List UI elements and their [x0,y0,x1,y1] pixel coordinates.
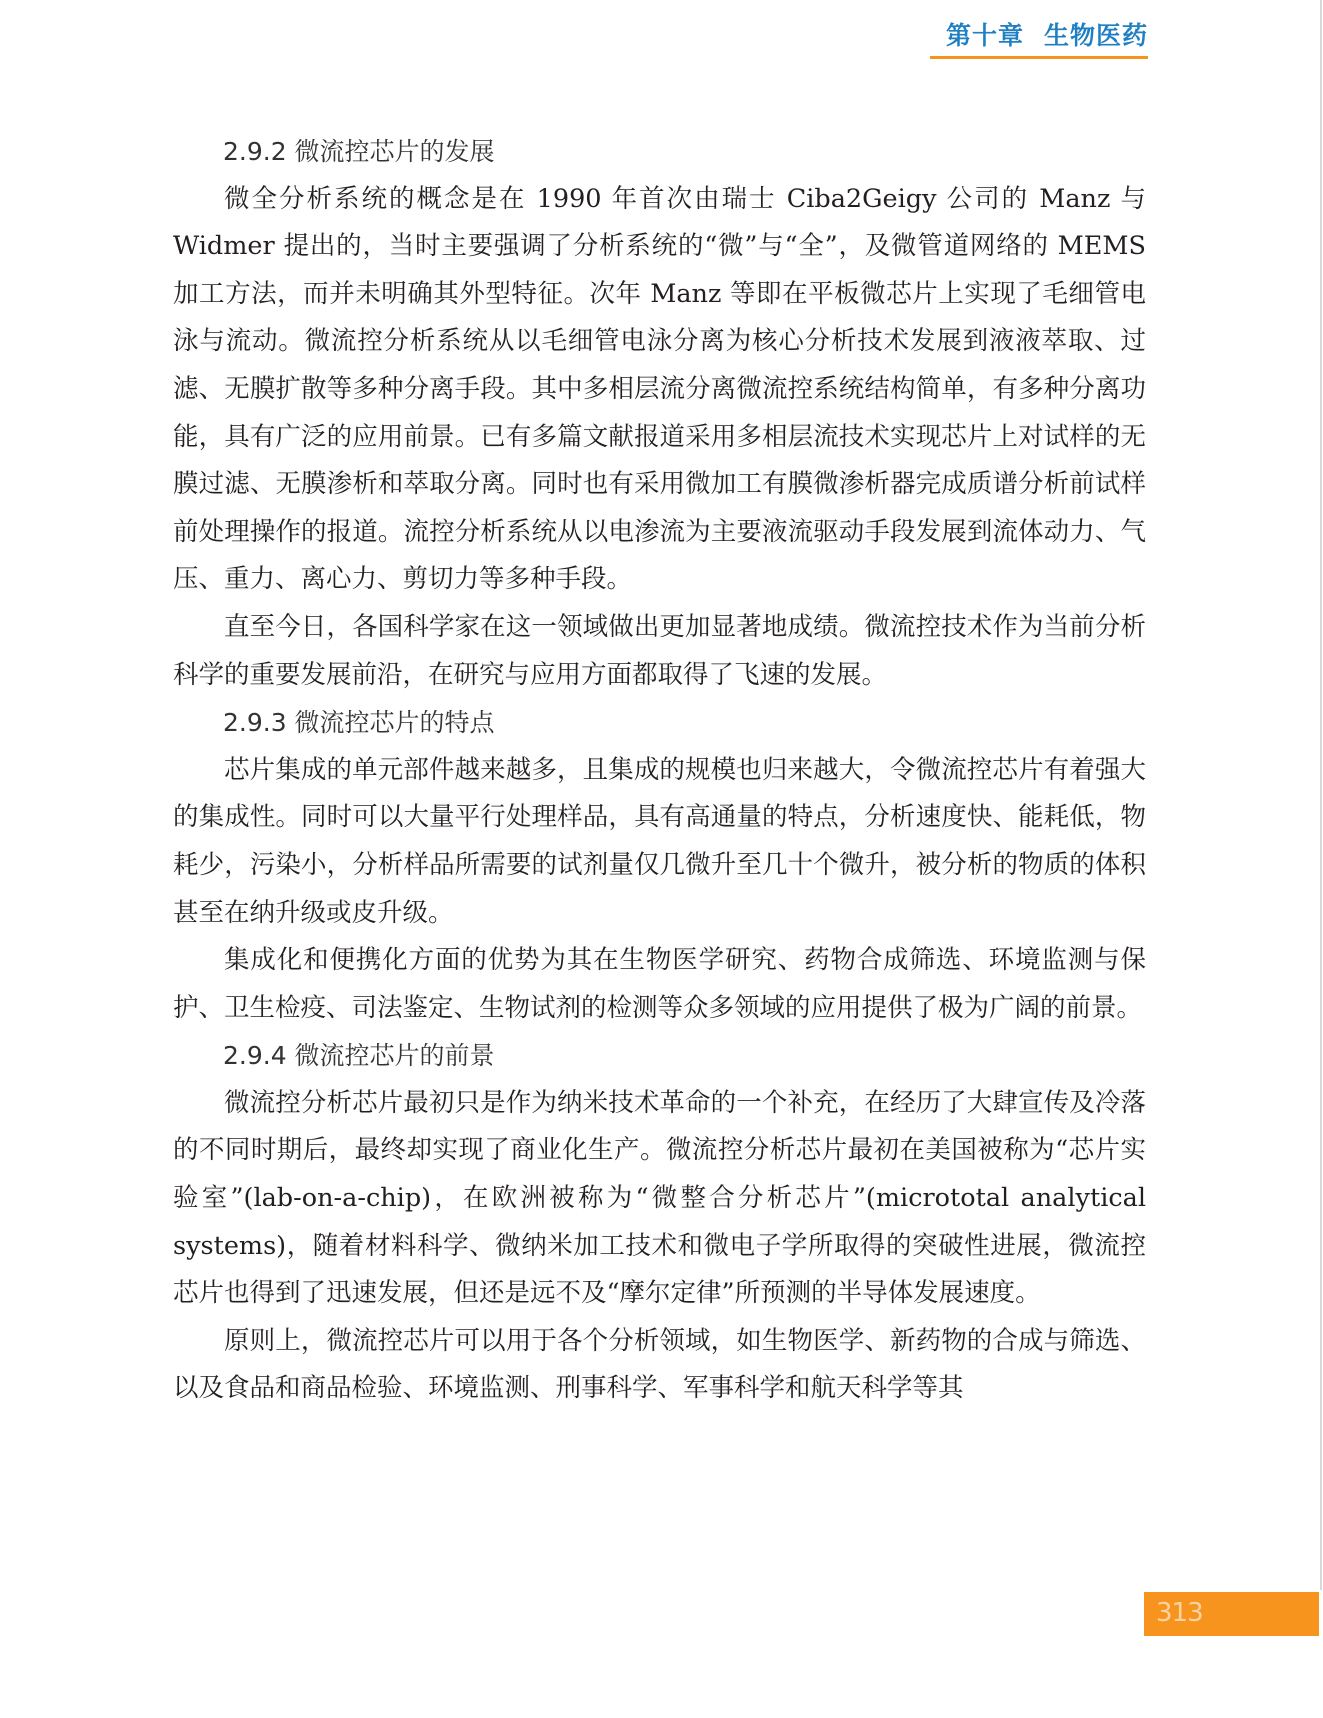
paragraph: 芯片集成的单元部件越来越多，且集成的规模也归来越大，令微流控芯片有着强大的集成性。同时可以大量平行处理样品，具有高通量的特点，分析速度快、能耗低，物耗少，污染小，分析样品所需要的试剂量仅几微升至几十个微升，被分析的物质的体积甚至在纳升级或皮升级。 [173,754,1146,928]
section-heading: 2.9.2 微流控芯片的发展 [223,137,495,166]
paragraph: 微全分析系统的概念是在 1990 年首次由瑞士 Ciba2Geigy 公司的 Manz 与 Widmer 提出的，当时主要强调了分析系统的“微”与“全”，及微管道网络的 MEMS 加工方法，而并未明确其外型特征。次年 Manz 等即在平板微芯片上实现了毛细管电泳与流动。微流控分析系统从以毛细管电泳分离为核心分析技术发展到液液萃取、过滤、无膜扩散等多种分离手段。其中多相层流分离微流控系统结构简单，有多种分离功能，具有广泛的应用前景。已有多篇文献报道采用多相层流技术实现芯片上对试样的无膜过滤、无膜渗析和萃取分离。同时也有采用微加工有膜微渗析器完成质谱分析前试样前处理操作的报道。流控分析系统从以电渗流为主要液流驱动手段发展到流体动力、气压、重力、离心力、剪切力等多种手段。 [173,183,1146,595]
paragraph: 微流控分析芯片最初只是作为纳米技术革命的一个补充，在经历了大肆宣传及冷落的不同时期后，最终却实现了商业化生产。微流控分析芯片最初在美国被称为“芯片实验室”(lab-on-a-chip)，在欧洲被称为“微整合分析芯片”(micrototal analytical systems)，随着材料科学、微纳米加工技术和微电子学所取得的突破性进展，微流控芯片也得到了迅速发展，但还是远不及“摩尔定律”所预测的半导体发展速度。 [173,1087,1146,1309]
body-text [173,128,1146,1413]
chapter-title [946,16,1148,52]
page-number: 313 [1156,1598,1203,1628]
section-heading: 2.9.3 微流控芯片的特点 [223,708,495,738]
paragraph: 集成化和便携化方面的优势为其在生物医学研究、药物合成筛选、环境监测与保护、卫生检疫、司法鉴定、生物试剂的检测等众多领域的应用提供了极为广阔的前景。 [173,945,1146,1023]
chapter-label: 第十章 [945,21,1024,50]
paragraph: 原则上，微流控芯片可以用于各个分析领域，如生物医学、新药物的合成与筛选、以及食品和商品检验、环境监测、刑事科学、军事科学和航天科学等其 [173,1325,1146,1404]
chapter-topic: 生物医药 [1043,21,1148,50]
page-edge-rule [1320,0,1322,1590]
running-header [930,12,1148,59]
section-heading: 2.9.4 微流控芯片的前景 [223,1041,495,1071]
page-number-tab [1144,1592,1319,1636]
paragraph: 直至今日，各国科学家在这一领域做出更加显著地成绩。微流控技术作为当前分析科学的重要发展前沿，在研究与应用方面都取得了飞速的发展。 [173,611,1146,690]
